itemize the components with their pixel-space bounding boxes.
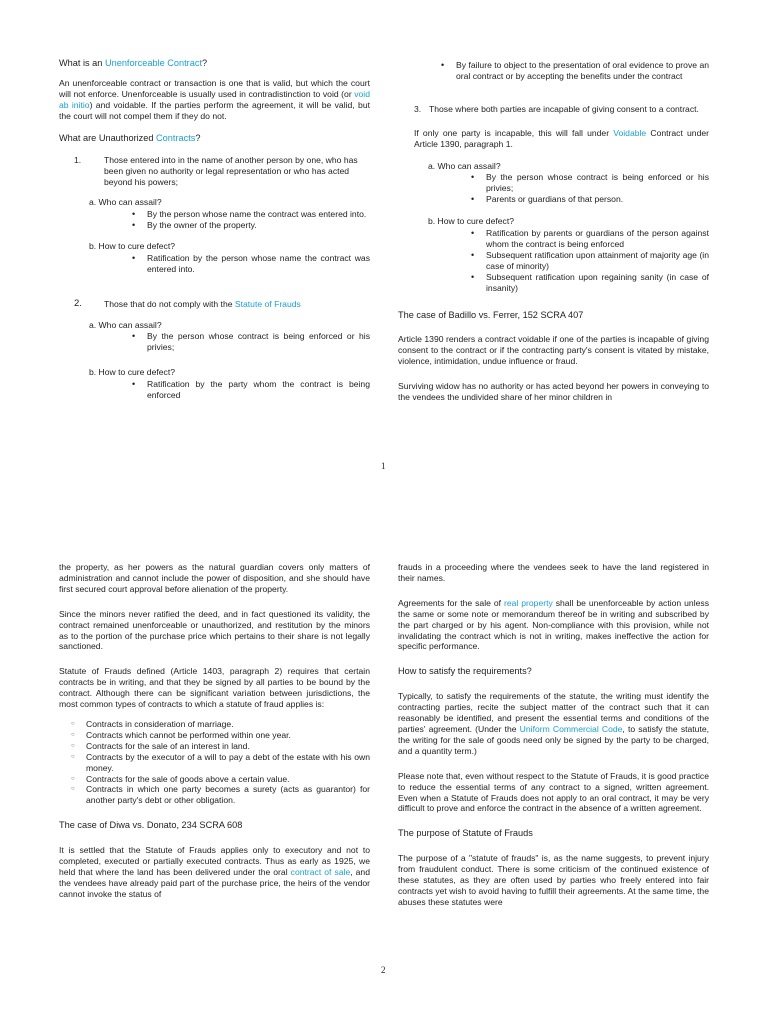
unenforceable-contract-link[interactable]: Unenforceable Contract xyxy=(104,58,203,68)
sub-label: b. How to cure defect? xyxy=(428,216,514,227)
diwa-heading: The case of Diwa vs. Donato, 234 SCRA 608 xyxy=(59,820,243,831)
ratification-paragraph: Since the minors never ratified the deed, and in fact questioned its validity, the contract remained unenforceable or unauthorized, and restitution by the minors as to the portion of the purchase price which pertains to their share is not legally sanctioned. xyxy=(59,608,370,652)
question-unauthorized xyxy=(59,133,370,144)
how-to-satisfy-heading: How to satisfy the requirements? xyxy=(398,666,532,677)
def-text-2: ) and voidable. If the parties perform the agreement, it will be valid, but the court will not compel them if they do not. xyxy=(59,99,370,121)
rp-text-1: Agreements for the sale of xyxy=(398,597,504,608)
item1-a xyxy=(59,197,370,274)
continued-bullets xyxy=(398,60,709,82)
list-item: ○ Contracts for the sale of goods above a certain value. xyxy=(71,774,370,785)
purpose-paragraph: The purpose of a "statute of frauds" is, as the name suggests, to prevent injury from fraudulent conduct. There is some criticism of the continued existence of these statutes, as they are often used by parties who freely entered into fair contracts yet wish to avoid having to fulfill their agreements. At the same time, the abuses these statutes were xyxy=(398,853,709,907)
def-text-1: An unenforceable contract or transaction is one that is valid, but which the court will not enforce. Unenforceable is usually used in contradistinction to void (or xyxy=(59,77,370,99)
page2-right-column xyxy=(398,562,709,919)
item-text: Those entered into in the name of another person by one, who has been given no authority or legal representation or who has acted beyond his powers; xyxy=(104,155,358,188)
list-item: • Parents or guardians of that person. xyxy=(471,194,709,205)
item2-b-bullets xyxy=(89,379,370,401)
contract-of-sale-link[interactable]: contract of sale xyxy=(290,866,351,877)
list-item: • Ratification by the party whom the contract is being enforced xyxy=(132,379,370,401)
numbered-item-3 xyxy=(398,104,709,115)
req-text-1: Typically, to satisfy the requirements of the statute, the writing must identify the contracting parties, recite the subject matter of the contract such that it can reasonably be identified, and present the essential terms and conditions of the parties' agreement. (Under the xyxy=(398,691,709,734)
page1-left-column xyxy=(59,58,370,411)
guardian-paragraph: the property, as her powers as the natural guardian covers only matters of administration and cannot include the power of disposition, and she should have first secured court approval before alienation of the property. xyxy=(59,562,370,594)
list-item: • Ratification by the person whose name the contract was entered into. xyxy=(132,253,370,275)
page-2 xyxy=(0,500,768,1024)
rp-text-2: shall be unenforceable by action unless the same or some note or memorandum thereof be in writing and subscribed by the part charged or by his agent. Non-compliance with this provision, while not invalidating the contract which is not in writing, makes ineffective the action for specific performance. xyxy=(398,597,709,652)
item-text: Those that do not comply with the xyxy=(104,298,235,309)
note-text-2: Contract under Article 1390, paragraph 1. xyxy=(414,127,709,149)
sub-label: b. How to cure defect? xyxy=(89,367,175,378)
item-number: 2. xyxy=(74,297,82,309)
item2-a-bullets xyxy=(89,331,370,353)
frauds-paragraph: frauds in a proceeding where the vendees seek to have the land registered in their names. xyxy=(398,562,709,583)
purpose-heading: The purpose of Statute of Frauds xyxy=(398,828,533,839)
sub-label: a. Who can assail? xyxy=(89,197,162,208)
item-number: 1. xyxy=(74,155,82,166)
badillo-paragraph-2: Surviving widow has no authority or has acted beyond her powers in conveying to the vendees the undivided share of her minor children in xyxy=(398,381,709,403)
badillo-paragraph-1: Article 1390 renders a contract voidable if one of the parties is incapable of giving consent to the contract or if the contracting party's consent is vitated by mistake, violence, intimidation, undue influence or fraud. xyxy=(398,334,709,367)
q1-mark: ? xyxy=(202,58,208,68)
numbered-item-1 xyxy=(59,155,370,188)
list-item: ○ Contracts by the executor of a will to pay a debt of the estate with his own money. xyxy=(71,752,370,774)
real-property-paragraph xyxy=(398,598,709,653)
item1-b-bullets xyxy=(89,253,370,275)
list-item: • By the owner of the property. xyxy=(132,220,370,231)
q2-mark: ? xyxy=(195,132,201,143)
statute-defined-paragraph: Statute of Frauds defined (Article 1403, paragraph 2) requires that certain contracts be in writing, and that they be signed by all parties to be bound by the contract. Although there can be significant variation between jurisdictions, the most common types of contracts to which a statute of fraud applies is: xyxy=(59,666,370,710)
list-item: • By the person whose contract is being enforced or his privies; xyxy=(132,331,370,353)
unenforceable-definition xyxy=(59,78,370,122)
item-text: Those where both parties are incapable of giving consent to a contract. xyxy=(429,103,699,114)
page-1 xyxy=(0,0,768,500)
item3-b-bullets xyxy=(428,228,709,293)
page1-right-column xyxy=(398,60,709,414)
diwa-text-1: It is settled that the Statute of Frauds applies only to executory and not to completed, executed or partially executed contracts. Thus as early as 1925, we held that where the land has been delivered under the oral xyxy=(59,845,370,877)
statute-of-frauds-link[interactable]: Statute of Frauds xyxy=(234,298,301,309)
list-item: ○ Contracts in which one party becomes a surety (acts as guarantor) for another party's debt or other obligation. xyxy=(71,784,370,806)
good-practice-paragraph: Please note that, even without respect to the Statute of Frauds, it is good practice to reduce the essential terms of any contract to a signed, written agreement. Even when a Statute of Frauds does not apply to an oral contract, it may be very difficult to prove and enforce the contract in the absence of a written agreement. xyxy=(398,770,709,814)
q1-text: What is an xyxy=(59,58,105,68)
voidable-link[interactable]: Voidable xyxy=(613,127,647,138)
page-number: 1 xyxy=(381,461,386,471)
badillo-heading: The case of Badillo vs. Ferrer, 152 SCRA 407 xyxy=(398,309,584,320)
sub-label: b. How to cure defect? xyxy=(89,240,175,251)
list-item: • Ratification by parents or guardians of the person against whom the contract is being enforced xyxy=(471,228,709,250)
item3-a xyxy=(398,161,709,294)
list-item: ○ Contracts for the sale of an interest in land. xyxy=(71,741,370,752)
void-ab-initio-link[interactable]: void ab initio xyxy=(59,88,370,110)
list-item: • By the person whose name the contract was entered into. xyxy=(132,209,370,220)
page-number: 2 xyxy=(381,965,386,975)
numbered-item-2 xyxy=(59,299,370,310)
uniform-commercial-code-link[interactable]: Uniform Commercial Code xyxy=(519,723,623,734)
diwa-paragraph xyxy=(59,845,370,900)
sub-label: a. Who can assail? xyxy=(89,319,162,330)
list-item: • Subsequent ratification upon attainment of majority age (in case of minority) xyxy=(471,250,709,272)
req-text-2: , to satisfy the statute, the writing for the sale of goods need only be signed by the party to be charged, and a quantity term.) xyxy=(398,723,710,756)
list-item: ○ Contracts in consideration of marriage. xyxy=(71,719,370,730)
item2-a xyxy=(59,320,370,401)
page2-left-column xyxy=(59,562,370,911)
real-property-link[interactable]: real property xyxy=(503,597,553,608)
sub-label: a. Who can assail? xyxy=(428,160,501,171)
voidable-note xyxy=(398,128,709,150)
list-item: • By the person whose contract is being enforced or his privies; xyxy=(471,172,709,194)
diwa-text-2: , and the vendees have already paid part of the purchase price, the heirs of the vendor cannot invoke the status of xyxy=(59,866,370,899)
question-unenforceable xyxy=(59,58,370,69)
requirements-paragraph xyxy=(398,691,709,756)
q2-text: What are Unauthorized xyxy=(59,132,157,143)
list-item: • Subsequent ratification upon regaining sanity (in case of insanity) xyxy=(471,272,709,294)
contracts-link[interactable]: Contracts xyxy=(156,132,196,143)
item-number: 3. xyxy=(414,103,422,114)
item1-a-bullets xyxy=(89,209,370,231)
note-text: If only one party is incapable, this will fall under xyxy=(414,127,614,138)
item3-a-bullets xyxy=(428,172,709,205)
list-item: • By failure to object to the presentation of oral evidence to prove an oral contract or by accepting the benefits under the contract xyxy=(441,60,709,82)
contract-types-list xyxy=(59,719,370,806)
list-item: ○ Contracts which cannot be performed within one year. xyxy=(71,730,370,741)
